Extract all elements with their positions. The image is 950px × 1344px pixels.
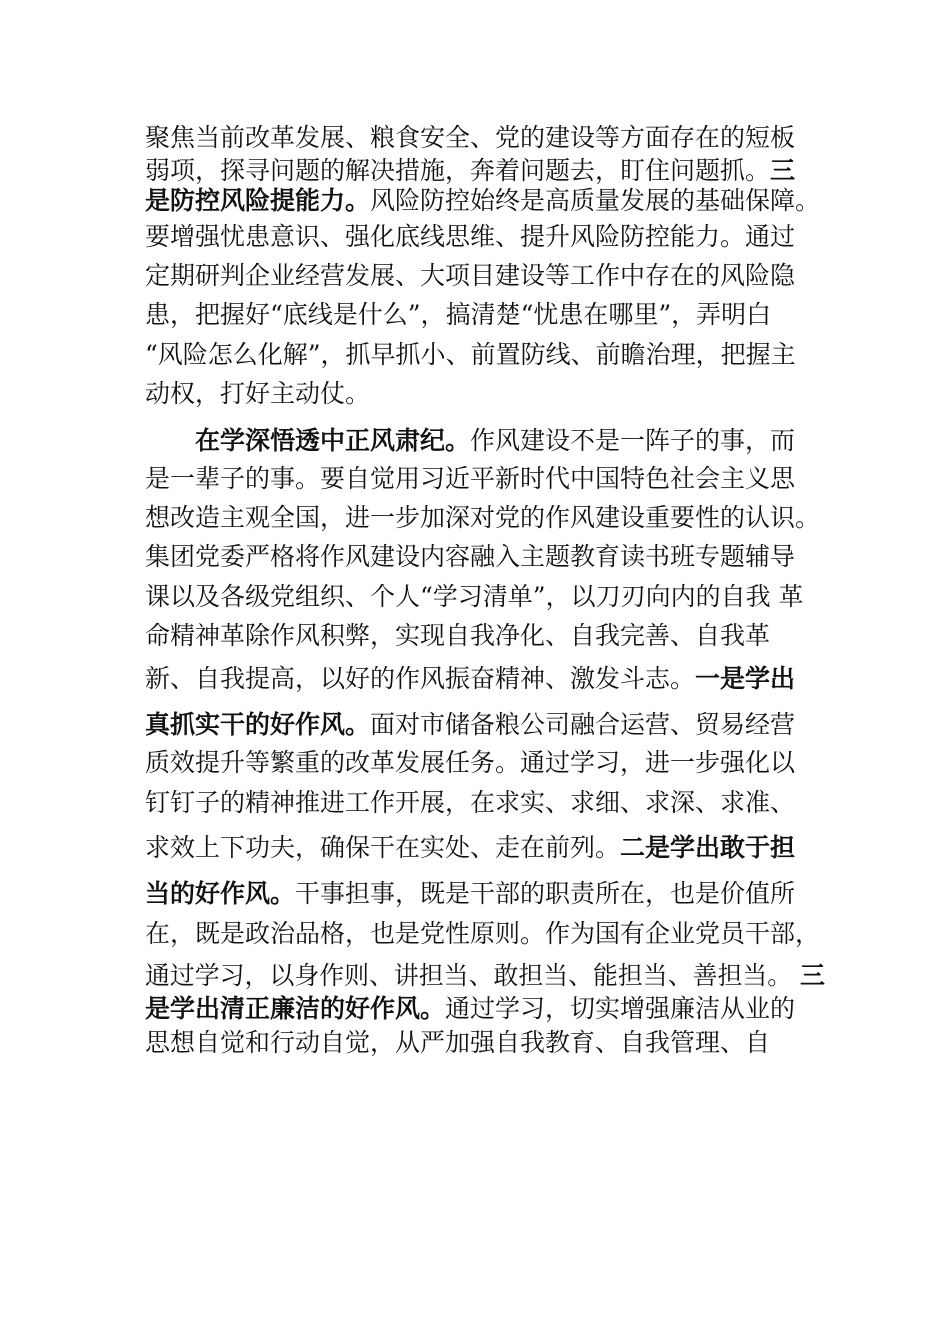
text-run: 面对市储备粮公司融合运营、贸易经营 — [370, 710, 796, 739]
text-line — [145, 154, 795, 188]
text-run: 是一辈子的事。要自觉用习近平新时代中国特色社会主义思 — [145, 464, 796, 493]
text-run: 作风建设不是一阵子的事，而 — [470, 426, 796, 455]
text-run: 定期研判企业经营发展、大项目建设等工作中存在的风险隐 — [145, 261, 796, 290]
text-line — [195, 424, 795, 458]
text-line — [145, 338, 796, 372]
text-run: 求效上下功夫，确保干在实处、走在前列。 — [145, 833, 621, 862]
text-run: 命精神革除作风积弊，实现自我净化、自我完善、自我革 — [145, 621, 771, 650]
text-line — [145, 662, 795, 696]
bold-text-run: 当的好作风。 — [145, 879, 296, 908]
text-line — [145, 377, 370, 411]
text-run: 想改造主观全国，进一步加深对党的作风建设重要性的认识。 — [145, 503, 821, 532]
text-run: 动权，打好主动仗。 — [145, 379, 371, 408]
text-line — [145, 259, 795, 293]
text-run: 集团党委严格将作风建设内容融入主题教育读书班专题辅导 — [145, 542, 796, 571]
text-line — [145, 917, 820, 951]
text-run: 要增强忧患意识、强化底线思维、提升风险防控能力。通过 — [145, 222, 796, 251]
text-line — [145, 746, 795, 780]
text-run: 通过学习，切实增强廉洁从业的 — [445, 994, 796, 1023]
text-line — [145, 501, 820, 535]
bold-text-run: 是学出清正廉洁的好作风。 — [145, 994, 446, 1023]
text-run: 钉钉子的精神推进工作开展，在求实、求细、求深、求准、 — [145, 788, 796, 817]
text-line — [145, 540, 795, 574]
text-run: 在，既是政治品格，也是党性原则。作为国有企业党员干部， — [145, 919, 821, 948]
text-run: “风险怎么化解”，抓早抓小、前置防线、前瞻治理，把握主 — [145, 340, 796, 369]
text-line — [145, 580, 804, 614]
text-line — [145, 959, 825, 993]
text-line — [145, 220, 795, 254]
text-line — [145, 298, 771, 332]
text-line — [145, 708, 795, 742]
text-run: 干事担事，既是干部的职责所在，也是价值所 — [295, 879, 796, 908]
text-run: 课以及各级党组织、个人“学习清单”，以刀刃向内的自我 革 — [145, 582, 804, 611]
bold-text-run: 在学深悟透中正风肃纪。 — [195, 426, 471, 455]
bold-text-run: 二是学出敢于担 — [620, 833, 796, 862]
bold-text-run: 三 — [800, 961, 825, 990]
text-run: 弱项，探寻问题的解决措施，奔着问题去，盯住问题抓。 — [145, 156, 771, 185]
text-line — [145, 786, 795, 820]
text-run: 思想自觉和行动自觉，从严加强自我教育、自我管理、自 — [145, 1028, 771, 1057]
text-run: 通过学习，以身作则、讲担当、敢担当、能担当、善担当。 — [145, 961, 801, 990]
bold-text-run: 一是学出 — [695, 664, 796, 693]
text-line — [145, 1026, 770, 1060]
text-run: 风险防控始终是高质量发展的基础保障。 — [370, 186, 821, 215]
text-run: 聚焦当前改革发展、粮食安全、党的建设等方面存在的短板 — [145, 123, 796, 152]
text-run: 质效提升等繁重的改革发展任务。通过学习，进一步强化以 — [145, 748, 796, 777]
bold-text-run: 真抓实干的好作风。 — [145, 710, 371, 739]
bold-text-run: 三 — [770, 156, 796, 185]
text-line — [145, 619, 770, 653]
text-run: 患，把握好“底线是什么”，搞清楚“忧患在哪里”，弄明白 — [145, 300, 772, 329]
text-line — [145, 462, 795, 496]
text-line — [145, 992, 795, 1026]
text-run: 新、自我提高，以好的作风振奋精神、激发斗志。 — [145, 664, 696, 693]
text-line — [145, 184, 820, 218]
text-line — [145, 831, 795, 865]
text-line — [145, 121, 795, 155]
text-line — [145, 877, 795, 911]
bold-text-run: 是防控风险提能力。 — [145, 186, 371, 215]
